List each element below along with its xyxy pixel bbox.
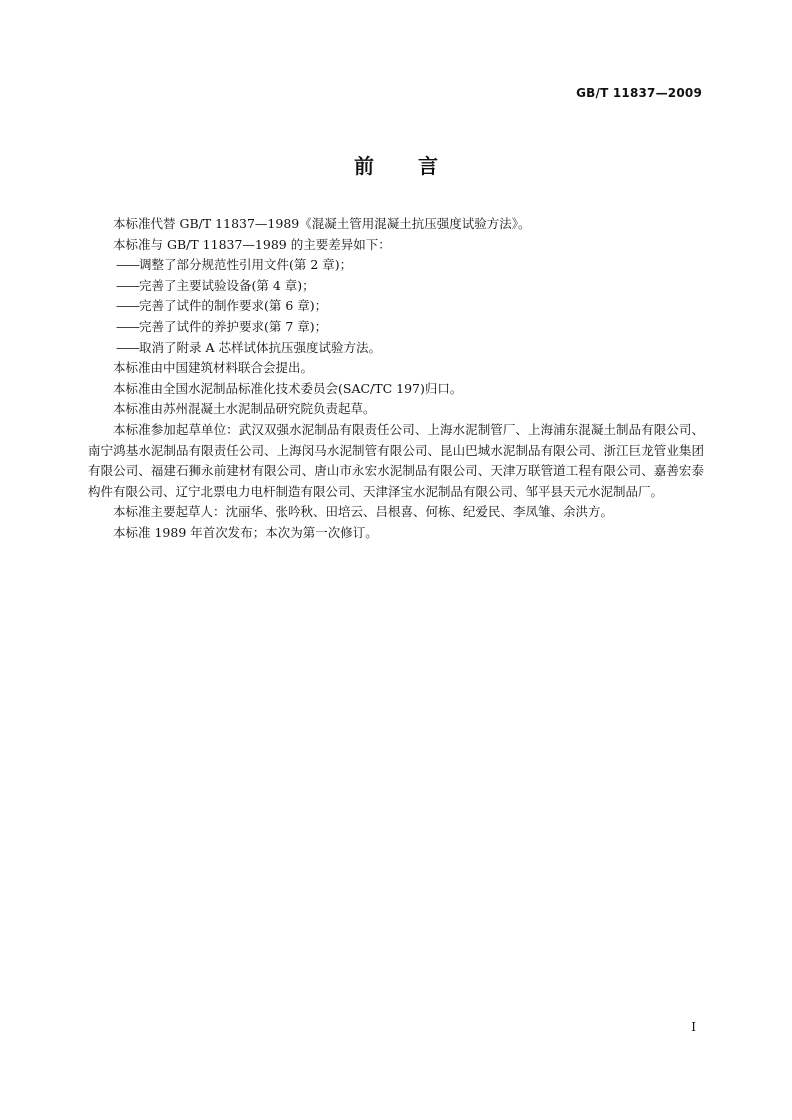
- change-item: [88, 255, 704, 276]
- page-title: 前言: [354, 154, 482, 178]
- dash-marker: ——: [116, 277, 139, 293]
- paragraph-main-drafters: 本标准主要起草人：沈丽华、张吟秋、田培云、吕根喜、何栋、纪爱民、李凤雏、余洪方。: [113, 504, 614, 520]
- change-item: [88, 276, 704, 297]
- change-item: [88, 296, 704, 317]
- change-item-text: 完善了试件的制作要求(第 6 章)；: [139, 298, 328, 314]
- change-item: [88, 317, 704, 338]
- paragraph-participating-units: 本标准参加起草单位：武汉双强水泥制品有限责任公司、上海水泥制管厂、上海浦东混凝土制品有限公司、南宁鸿基水泥制品有限责任公司、上海闵马水泥制管有限公司、昆山巴城水泥制品有限公司、浙江巨龙管业集团有限公司、福建石狮永前建材有限公司、唐山市永宏水泥制品有限公司、天津万联管道工程有限公司、嘉善宏泰构件有限公司、辽宁北票电力电杆制造有限公司、天津泽宝水泥制品有限公司、邹平县天元水泥制品厂。: [88, 421, 704, 499]
- paragraph-history: 本标准 1989 年首次发布；本次为第一次修订。: [113, 524, 378, 540]
- change-item-text: 调整了部分规范性引用文件(第 2 章)；: [139, 257, 353, 273]
- standard-number: GB/T 11837—2009: [576, 86, 702, 100]
- change-item: [88, 338, 704, 359]
- change-item-text: 完善了试件的养护要求(第 7 章)；: [139, 318, 328, 334]
- dash-marker: ——: [116, 339, 139, 355]
- paragraph-drafted-by: 本标准由苏州混凝土水泥制品研究院负责起草。: [113, 401, 376, 417]
- paragraph-replaces: 本标准代替 GB/T 11837—1989《混凝土管用混凝土抗压强度试验方法》。: [113, 216, 531, 231]
- paragraph-differences-intro: 本标准与 GB/T 11837—1989 的主要差异如下：: [113, 236, 391, 252]
- dash-marker: ——: [116, 257, 139, 273]
- paragraph-proposed-by: 本标准由中国建筑材料联合会提出。: [113, 360, 314, 376]
- change-item-text: 取消了附录 A 芯样试体抗压强度试验方法。: [139, 339, 381, 355]
- page-number: I: [691, 1020, 696, 1034]
- foreword-body: [88, 214, 704, 544]
- paragraph-administered-by: 本标准由全国水泥制品标准化技术委员会(SAC/TC 197)归口。: [113, 380, 463, 396]
- change-item-text: 完善了主要试验设备(第 4 章)；: [139, 277, 315, 293]
- dash-marker: ——: [116, 318, 139, 334]
- dash-marker: ——: [116, 298, 139, 314]
